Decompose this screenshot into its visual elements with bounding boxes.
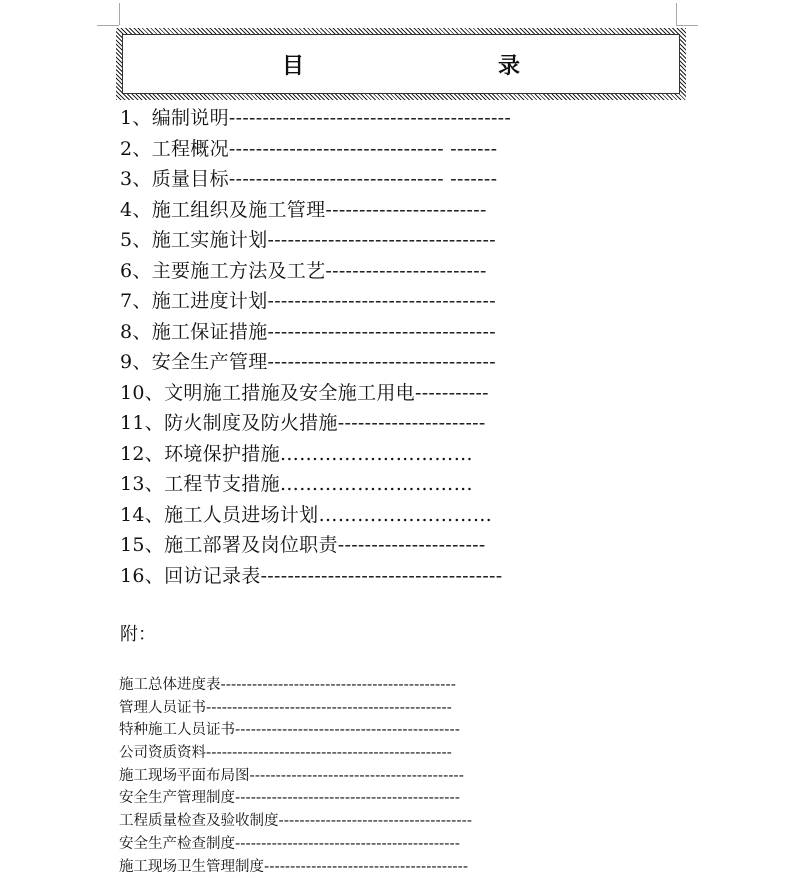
- toc-item: 12、环境保护措施…………………………: [120, 442, 473, 465]
- appendix-item: 工程质量检查及验收制度-------------------------------------: [119, 813, 473, 830]
- toc-item: 3、质量目标-------------------------------- -------: [120, 168, 498, 190]
- appendix-item: 管理人员证书-----------------------------------------------: [119, 699, 452, 716]
- appendix-label: 附：: [120, 624, 156, 645]
- toc-item: 16、回访记录表------------------------------------: [120, 564, 503, 587]
- toc-item: 15、施工部署及岗位职责----------------------: [120, 534, 486, 556]
- crop-mark: [119, 3, 120, 25]
- toc-item: 10、文明施工措施及安全施工用电-----------: [120, 381, 489, 404]
- table-of-contents: [120, 103, 540, 591]
- title-inner: [122, 34, 680, 94]
- toc-item: 13、工程节支措施…………………………: [120, 473, 473, 495]
- appendix-item: 安全生产检查制度-------------------------------------------: [119, 835, 460, 852]
- appendix-item: 特种施工人员证书-------------------------------------------: [119, 722, 460, 739]
- appendix-item: 施工现场卫生管理制度---------------------------------------: [119, 858, 469, 875]
- toc-item: 11、防火制度及防火措施----------------------: [120, 412, 486, 434]
- appendix-item: 安全生产管理制度-------------------------------------------: [119, 790, 460, 807]
- crop-mark: [97, 25, 119, 26]
- toc-item: 6、主要施工方法及工艺------------------------: [120, 259, 487, 282]
- toc-item: 2、工程概况-------------------------------- -------: [120, 137, 498, 160]
- title-frame: [116, 28, 686, 100]
- toc-item: 9、安全生产管理----------------------------------: [120, 351, 496, 373]
- toc-item: 4、施工组织及施工管理------------------------: [120, 198, 487, 221]
- appendix-item: 施工现场平面布局图-----------------------------------------: [119, 767, 465, 784]
- appendix-list: [119, 674, 473, 878]
- crop-mark: [676, 25, 698, 26]
- page-title: 目 录: [281, 53, 570, 79]
- toc-item: 14、施工人员进场计划………………………: [120, 503, 493, 526]
- toc-item: 1、编制说明------------------------------------------: [120, 107, 512, 129]
- appendix-item: 施工总体进度表---------------------------------------------: [119, 677, 456, 693]
- toc-item: 8、施工保证措施----------------------------------: [120, 320, 496, 343]
- toc-item: 7、施工进度计划----------------------------------: [120, 290, 496, 312]
- crop-mark: [676, 3, 677, 25]
- toc-item: 5、施工实施计划----------------------------------: [120, 229, 496, 251]
- appendix-item: 公司资质资料-----------------------------------------------: [119, 745, 452, 762]
